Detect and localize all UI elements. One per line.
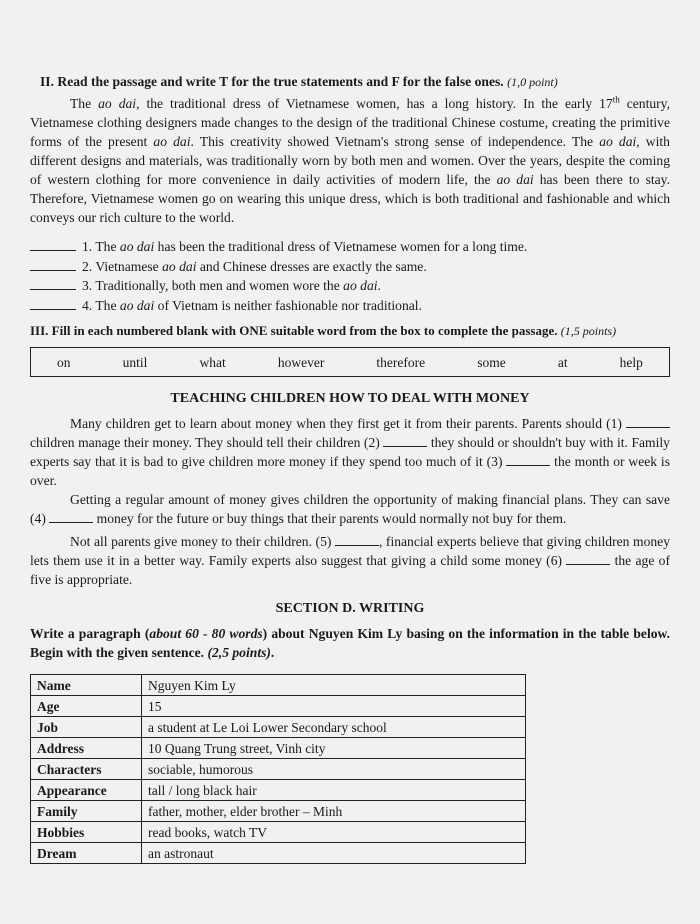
table-row [31,738,526,759]
writing-instruction: Write a paragraph (about 60 - 80 words) about Nguyen Kim Ly basing on the information in the table below. Begin with the given sentence. (2,5 points). [30,626,670,660]
money-paragraph: Many children get to learn about money when they first get it from their parents. Parents should (1) children manage their money. They should tell their children (2) they should or shouldn't buy with it. Family experts say that it is bad to give children more money if they spend too much of it (3) the month or week is over. [30,416,670,488]
section-d-title: SECTION D. WRITING [275,601,425,616]
row-value: father, mother, elder brother – Minh [142,801,526,822]
answer-blank[interactable] [30,289,76,290]
word-box-item: on [57,354,71,370]
row-value: tall / long black hair [142,780,526,801]
part2-passage: The ao dai, the traditional dress of Vietnamese women, has a long history. In the early 17th century, Vietnamese clothing designers made changes to the design of the traditional Chinese costume, creating the primitive forms of the present ao dai. This creativity showed Vietnam's strong sense of independence. The ao dai, with different designs and materials, was traditionally worn by both men and women. Over the years, despite the coming of western clothing for more convenience in daily activities of modern life, the ao dai has been there to stay. Therefore, Vietnamese women go on wearing this unique dress, which is both traditional and fashionable and which conveys our rich culture to the world. [30,94,670,225]
row-key: Job [31,717,142,738]
word-box-item: at [557,354,568,370]
fill-blank[interactable] [626,427,670,428]
fill-blank[interactable] [506,465,550,466]
statement-item: 3. Traditionally, both men and women wore the ao dai. [30,276,670,296]
word-box-item: however [277,354,325,370]
row-value: Nguyen Kim Ly [142,675,526,696]
word-box-item: until [122,354,148,370]
table-row [31,675,526,696]
part2-points: (1,0 point) [507,75,558,89]
fill-blank[interactable] [335,545,379,546]
statement-item: 2. Vietnamese ao dai and Chinese dresses are exactly the same. [30,257,670,277]
table-row [31,801,526,822]
table-row [31,780,526,801]
row-key: Hobbies [31,822,142,843]
table-row [31,696,526,717]
answer-blank[interactable] [30,250,76,251]
row-key: Age [31,696,142,717]
row-key: Dream [31,843,142,864]
word-box [30,347,670,377]
statement-list [30,237,670,315]
answer-blank[interactable] [30,309,76,310]
row-key: Characters [31,759,142,780]
word-box-item: what [199,354,226,370]
row-key: Family [31,801,142,822]
answer-blank[interactable] [30,270,76,271]
part3-points: (1,5 points) [560,324,617,338]
word-box-item: some [477,354,506,370]
statement-item: 1. The ao dai has been the traditional dress of Vietnamese women for a long time. [30,237,670,257]
table-row [31,822,526,843]
row-key: Name [31,675,142,696]
fill-blank[interactable] [49,522,93,523]
row-value: an astronaut [142,843,526,864]
word-box-item: help [619,354,643,370]
row-key: Appearance [31,780,142,801]
part2-heading: II. Read the passage and write T for the true statements and F for the false ones. (1,0 point) [40,74,558,89]
row-value: 15 [142,696,526,717]
table-row [31,843,526,864]
exam-page [30,0,670,864]
fill-blank[interactable] [383,446,427,447]
passage-title: TEACHING CHILDREN HOW TO DEAL WITH MONEY [170,391,530,406]
statement-item: 4. The ao dai of Vietnam is neither fashionable nor traditional. [30,296,670,316]
word-box-item: therefore [376,354,426,370]
money-paragraph: Getting a regular amount of money gives children the opportunity of making financial plans. They can save (4) money for the future or buy things that their parents would normally not buy for them. [30,492,670,526]
table-row [31,759,526,780]
row-value: 10 Quang Trung street, Vinh city [142,738,526,759]
row-key: Address [31,738,142,759]
profile-table [30,674,526,864]
row-value: read books, watch TV [142,822,526,843]
row-value: sociable, humorous [142,759,526,780]
money-paragraph: Not all parents give money to their children. (5) , financial experts believe that giving children money lets them use it in a better way. Family experts also suggest that giving a child some money (6) the age of five is appropriate. [30,534,670,587]
fill-blank[interactable] [566,564,610,565]
table-row [31,717,526,738]
part3-heading: III. Fill in each numbered blank with ONE suitable word from the box to complete the passage. (1,5 points) [30,323,617,338]
row-value: a student at Le Loi Lower Secondary school [142,717,526,738]
